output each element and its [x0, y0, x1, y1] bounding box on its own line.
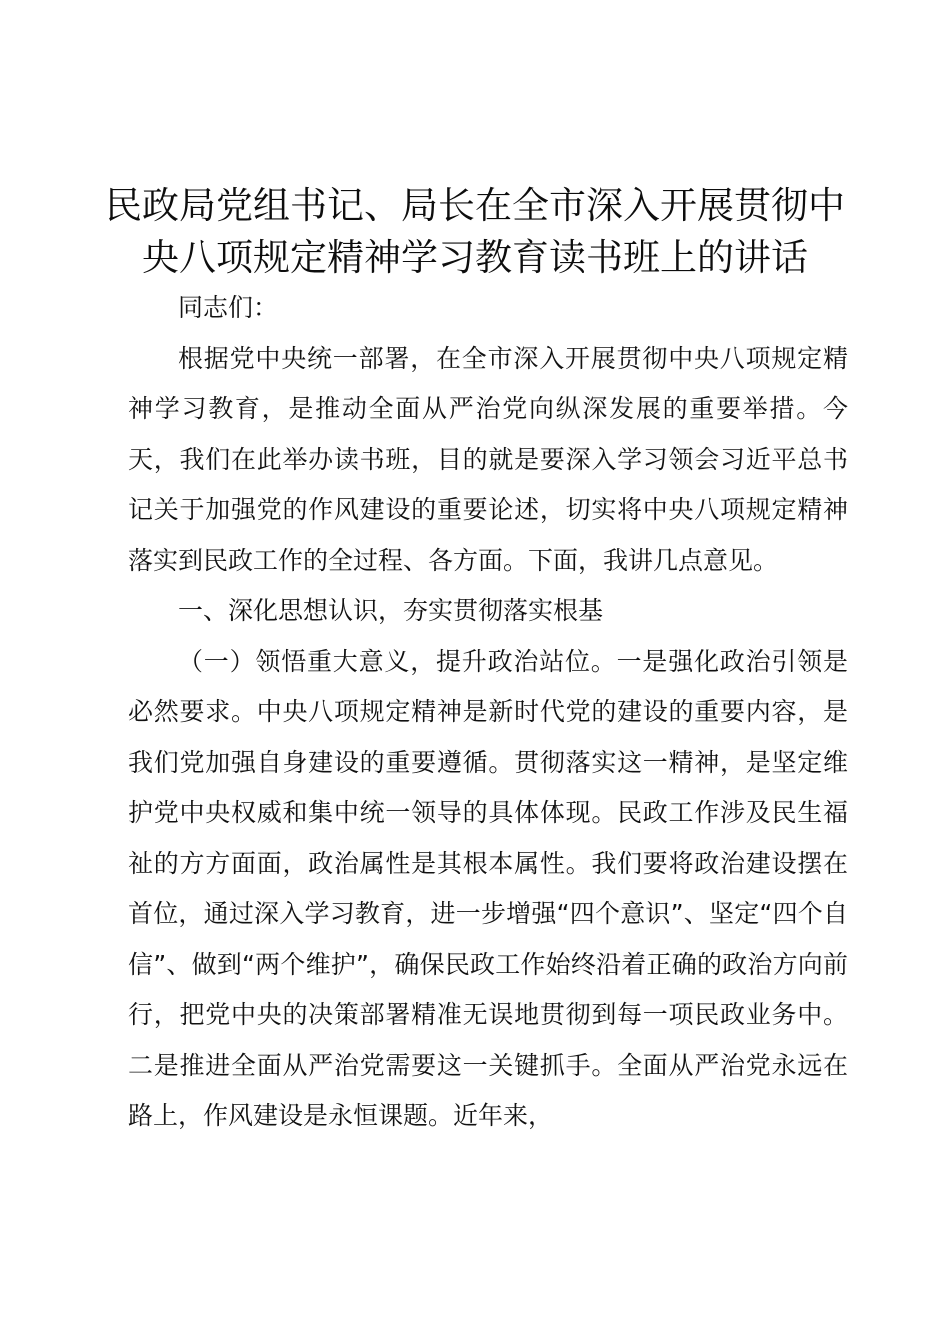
- salutation: 同志们：: [178, 293, 279, 322]
- paragraph-section-1-1: （一）领悟重大意义，提升政治站位。一是强化政治引领是必然要求。中央八项规定精神是新时代党的建设的重要内容，是我们党加强自身建设的重要遵循。贯彻落实这一精神，是坚定维护党中央权威和集中统一领导的具体体现。民政工作涉及民生福祉的方方面面，政治属性是其根本属性。我们要将政治建设摆在首位，通过深入学习教育，进一步增强“四个意识”、坚定“四个自信”、做到“两个维护”，确保民政工作始终沿着正确的政治方向前行，把党中央的决策部署精准无误地贯彻到每一项民政业务中。二是推进全面从严治党需要这一关键抓手。全面从严治党永远在路上，作风建设是永恒课题。近年来，: [128, 646, 848, 1130]
- document-title: [100, 180, 850, 284]
- section-heading-1: 一、深化思想认识，夯实贯彻落实根基: [178, 596, 604, 625]
- title-line-2: 央八项规定精神学习教育读书班上的讲话: [142, 236, 808, 279]
- title-line-1: 民政局党组书记、局长在全市深入开展贯彻中: [105, 184, 845, 227]
- document-body: [128, 283, 848, 1142]
- paragraph-intro: 根据党中央统一部署，在全市深入开展贯彻中央八项规定精神学习教育，是推动全面从严治党向纵深发展的重要举措。今天，我们在此举办读书班，目的就是要深入学习领会习近平总书记关于加强党的作风建设的重要论述，切实将中央八项规定精神落实到民政工作的全过程、各方面。下面，我讲几点意见。: [128, 343, 848, 575]
